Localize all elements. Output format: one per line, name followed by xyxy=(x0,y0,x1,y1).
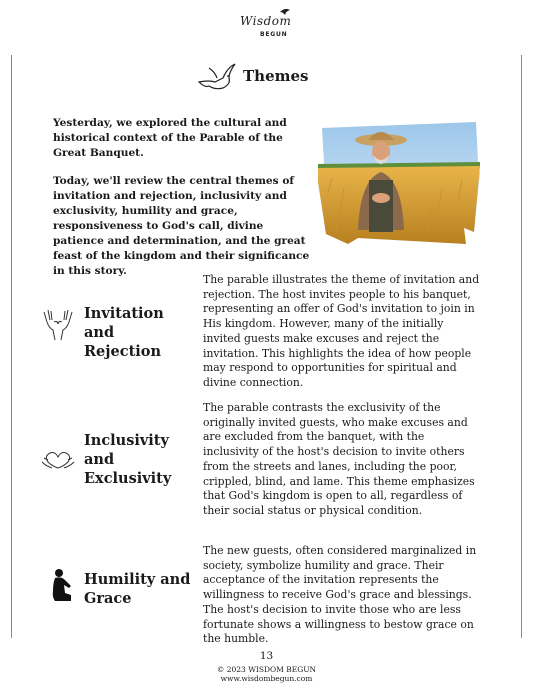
open-hands-icon xyxy=(40,308,76,346)
section-body-invitation: The parable illustrates the theme of invitation and rejection. The host invites people to his banquet, representing an offer of God's invitation to join in His kingdom. However, many of the initially invited guests make excuses and reject the invitation. This highlights the idea of how people may respond to opportunities for spiritual and divine connection. xyxy=(203,273,480,389)
heart-hands-icon xyxy=(40,448,76,476)
website-link[interactable]: www.wisdombegun.com xyxy=(220,674,313,683)
left-margin-line xyxy=(11,55,12,638)
section-body-humility: The new guests, often considered marginalized in society, symbolize humility and grace. Their acceptance of the invitation represents the willingness to receive God's grace and blessings. The host's decision to invite those who are less fortunate shows a willingness to bestow grace on the humble. xyxy=(203,544,477,646)
intro-paragraph-2: Today, we'll review the central themes of invitation and rejection, inclusivity and exclusivity, humility and grace, responsiveness to God's call, divine patience and determination, and the great feast of the kingdom and their significance in this story. xyxy=(53,175,310,277)
kneeling-prayer-icon xyxy=(52,568,76,606)
page-title: Themes xyxy=(243,67,309,85)
section-title-humility: Humility and Grace xyxy=(84,571,191,607)
logo-sub-text: BEGUN xyxy=(260,31,288,38)
intro-text xyxy=(53,116,315,279)
intro-paragraph-1: Yesterday, we explored the cultural and historical context of the Parable of the Great Banquet. xyxy=(53,117,287,159)
footer-copyright xyxy=(0,665,533,683)
section-body-inclusivity: The parable contrasts the exclusivity of the originally invited guests, who make excuses and are excluded from the banquet, with the inclusivity of the host's decision to invite others from the streets and lanes, including the poor, crippled, blind, and lame. This theme emphasizes that God's kingdom is open to all, regardless of their social status or physical condition. xyxy=(203,401,475,517)
logo-script-text: Wisdom xyxy=(240,14,292,28)
dove-icon xyxy=(197,58,237,98)
right-margin-line xyxy=(521,55,522,638)
page-number: 13 xyxy=(259,650,274,662)
brand-logo xyxy=(236,6,298,42)
copyright-text: © 2023 WISDOM BEGUN xyxy=(216,665,317,674)
farmer-in-wheat-field-illustration xyxy=(318,122,480,244)
section-title-invitation: Invitation and Rejection xyxy=(84,305,164,360)
section-title-inclusivity: Inclusivity and Exclusivity xyxy=(84,432,172,487)
